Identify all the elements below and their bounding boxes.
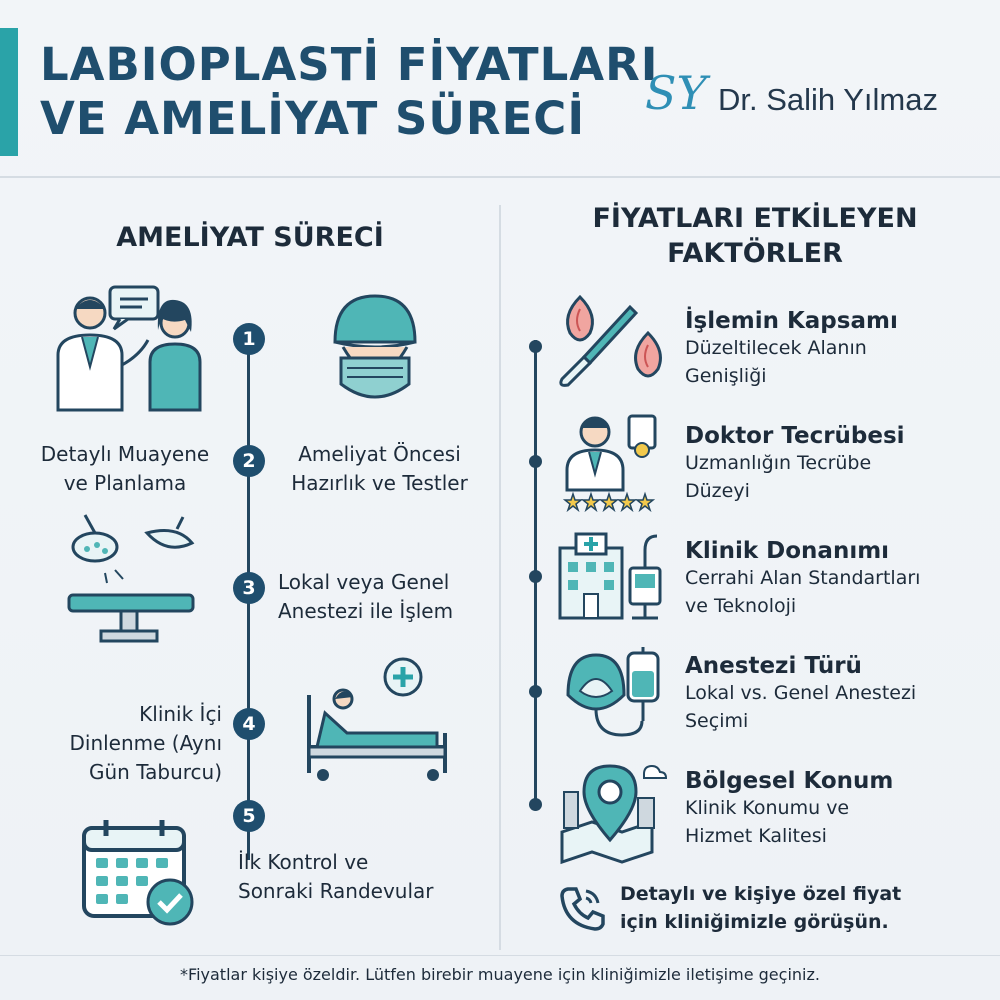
doctor-icon bbox=[563, 410, 663, 510]
factor-2-desc2: Düzeyi bbox=[685, 480, 750, 502]
step-1-line1: Detaylı Muayene bbox=[40, 442, 210, 466]
factor-2-desc1: Uzmanlığın Tecrübe bbox=[685, 452, 872, 474]
factor-3-desc2: ve Teknoloji bbox=[685, 595, 797, 617]
step-2-badge: 2 bbox=[233, 445, 265, 477]
page-title-line1: LABIOPLASTİ FİYATLARI bbox=[40, 38, 659, 91]
factor-3-desc1: Cerrahi Alan Standartları bbox=[685, 567, 921, 589]
step-3-line1: Lokal veya Genel bbox=[278, 570, 450, 594]
factor-4-dot bbox=[529, 685, 542, 698]
step-4-badge: 4 bbox=[233, 708, 265, 740]
contact-text bbox=[620, 880, 901, 936]
step-4-line3: Gün Taburcu) bbox=[89, 760, 222, 784]
factor-2 bbox=[685, 423, 985, 505]
factor-2-title: Doktor Tecrübesi bbox=[685, 423, 905, 449]
factor-5-title: Bölgesel Konum bbox=[685, 768, 894, 794]
footer-note: *Fiyatlar kişiye özeldir. Lütfen birebir muayene için kliniğimizle iletişime geçiniz. bbox=[180, 965, 820, 984]
operating-room-icon bbox=[65, 515, 200, 645]
factor-5 bbox=[685, 768, 985, 850]
logo-monogram: SY bbox=[645, 66, 707, 120]
step-3-text bbox=[278, 568, 478, 626]
factor-4 bbox=[685, 653, 990, 735]
factor-4-desc2: Seçimi bbox=[685, 710, 749, 732]
step-5-text bbox=[238, 848, 478, 906]
hospital-icon bbox=[558, 528, 666, 620]
step-3-badge: 3 bbox=[233, 572, 265, 604]
column-divider bbox=[499, 205, 501, 950]
scalpel-icon bbox=[558, 295, 668, 390]
contact-line1: Detaylı ve kişiye özel fiyat bbox=[620, 883, 902, 905]
map-pin-icon bbox=[558, 760, 668, 858]
factor-4-title: Anestezi Türü bbox=[685, 653, 862, 679]
factor-2-dot bbox=[529, 455, 542, 468]
factor-5-dot bbox=[529, 798, 542, 811]
step-4-line1: Klinik İçi bbox=[139, 702, 222, 726]
factor-1 bbox=[685, 308, 985, 390]
hospital-bed-icon bbox=[305, 655, 450, 785]
step-1-line2: ve Planlama bbox=[63, 471, 187, 495]
factor-5-desc2: Hizmet Kalitesi bbox=[685, 825, 827, 847]
step-1-badge: 1 bbox=[233, 323, 265, 355]
factors-section-title bbox=[520, 203, 990, 269]
surgical-mask-icon bbox=[325, 292, 425, 410]
factors-title-line2: FAKTÖRLER bbox=[667, 238, 843, 269]
factor-1-desc2: Genişliği bbox=[685, 365, 767, 387]
step-5-line1: İlk Kontrol ve bbox=[238, 850, 369, 874]
factor-3 bbox=[685, 538, 990, 620]
contact-line2: için kliniğimizle görüşün. bbox=[620, 911, 889, 933]
factor-3-dot bbox=[529, 570, 542, 583]
step-2-line1: Ameliyat Öncesi bbox=[298, 442, 461, 466]
factor-3-title: Klinik Donanımı bbox=[685, 538, 890, 564]
step-5-badge: 5 bbox=[233, 800, 265, 832]
step-2-line2: Hazırlık ve Testler bbox=[291, 471, 468, 495]
phone-icon bbox=[558, 885, 606, 933]
step-1-text bbox=[20, 440, 230, 498]
factor-4-desc1: Lokal vs. Genel Anestezi bbox=[685, 682, 917, 704]
doctor-consultation-icon bbox=[50, 285, 220, 415]
step-3-line2: Anestezi ile İşlem bbox=[278, 599, 454, 623]
accent-bar bbox=[0, 28, 18, 156]
factor-1-dot bbox=[529, 340, 542, 353]
anesthesia-mask-icon bbox=[560, 645, 665, 740]
calendar-check-icon bbox=[80, 818, 200, 928]
factor-1-title: İşlemin Kapsamı bbox=[685, 308, 898, 334]
step-4-text bbox=[20, 700, 222, 787]
header-divider bbox=[0, 176, 1000, 178]
process-section-title: AMELİYAT SÜRECİ bbox=[116, 222, 384, 253]
footer-divider bbox=[0, 955, 1000, 956]
factor-1-desc1: Düzeltilecek Alanın bbox=[685, 337, 867, 359]
step-2-text bbox=[272, 440, 487, 498]
logo-name: Dr. Salih Yılmaz bbox=[718, 82, 938, 117]
factor-5-desc1: Klinik Konumu ve bbox=[685, 797, 850, 819]
factors-title-line1: FİYATLARI ETKİLEYEN bbox=[592, 203, 918, 234]
step-4-line2: Dinlenme (Aynı bbox=[69, 731, 222, 755]
page-title-line2: VE AMELİYAT SÜRECİ bbox=[40, 92, 586, 145]
step-5-line2: Sonraki Randevular bbox=[238, 879, 434, 903]
